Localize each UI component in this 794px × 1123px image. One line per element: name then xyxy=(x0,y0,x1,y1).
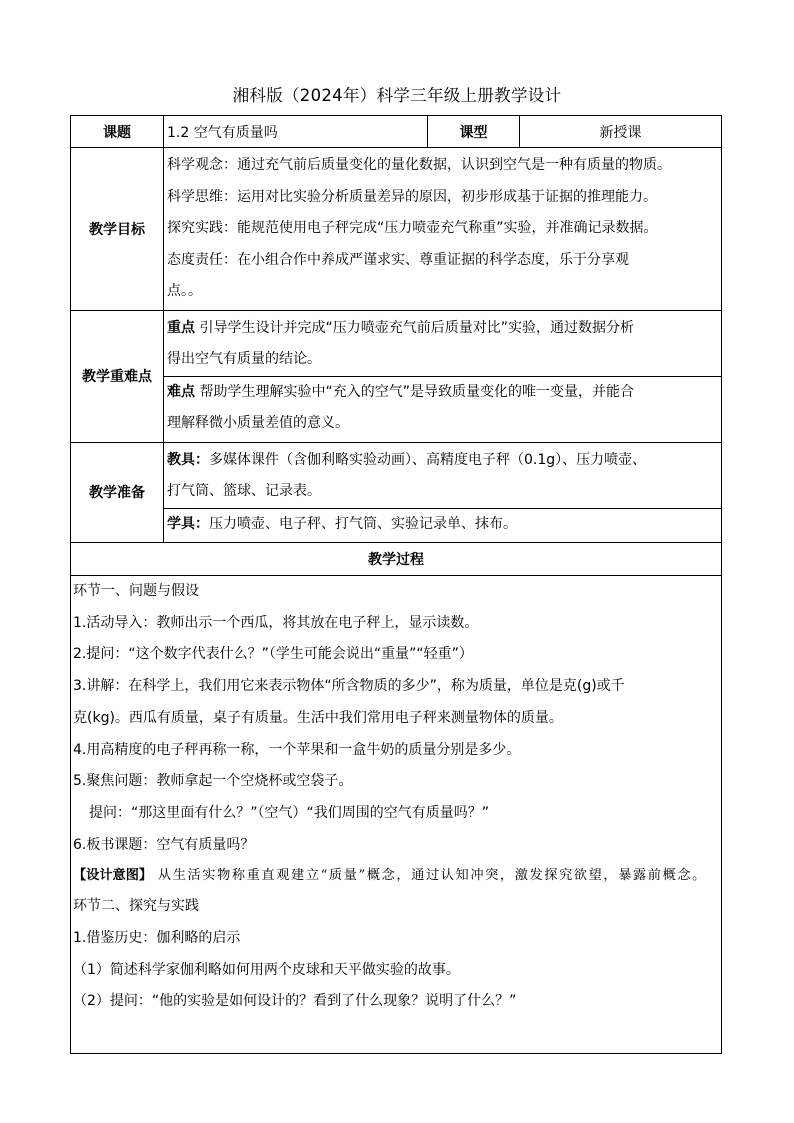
objectives-label: 教学目标 xyxy=(71,148,164,311)
objective-line: 科学思维：运用对比实验分析质量差异的原因，初步形成基于证据的推理能力。 xyxy=(167,188,657,205)
process-content xyxy=(71,576,722,1054)
teacher-tools-line xyxy=(167,445,718,477)
process-step: 1.活动导入：教师出示一个西瓜，将其放在电子秤上，显示读数。 xyxy=(73,614,479,631)
process-step-continued: 克(kg)。西瓜有质量，桌子有质量。生活中我们常用电子秤来测量物体的质量。 xyxy=(73,709,563,726)
teacher-tools-tag: 教具： xyxy=(167,451,209,468)
key-points-label: 教学重难点 xyxy=(71,310,164,442)
process-step: 4.用高精度的电子秤再称一称，一个苹果和一盒牛奶的质量分别是多少。 xyxy=(73,741,521,758)
objective-line: 科学观念：通过充气前后质量变化的量化数据，认识到空气是一种有质量的物质。 xyxy=(167,157,671,173)
section-title: 环节一、问题与假设 xyxy=(73,583,199,599)
objective-line: 点。。 xyxy=(167,283,202,299)
process-step: 1.借鉴历史：伽利略的启示 xyxy=(73,930,241,947)
lesson-value: 1.2 空气有质量吗 xyxy=(164,116,428,148)
preparation-content xyxy=(164,442,722,543)
type-label: 课型 xyxy=(428,116,520,148)
difficulty-line-2: 理解释微小质量差值的意义。 xyxy=(167,415,349,431)
focus-line-2: 得出空气有质量的结论。 xyxy=(167,351,321,367)
process-step: 5.聚焦问题：教师拿起一个空烧杯或空袋子。 xyxy=(73,773,353,790)
focus-line xyxy=(167,313,718,345)
process-row xyxy=(71,576,722,1054)
difficulty-line xyxy=(167,377,718,409)
difficulty-text: 帮助学生理解实验中“充入的空气”是导致质量变化的唯一变量，并能合 xyxy=(195,383,634,400)
key-points-content xyxy=(164,310,722,442)
process-substep: （2）提问：“他的实验是如何设计的？看到了什么现象？说明了什么？” xyxy=(73,993,517,1010)
type-value: 新授课 xyxy=(520,116,722,148)
design-intent xyxy=(73,861,721,891)
preparation-row xyxy=(71,442,722,543)
focus-tag: 重点 xyxy=(167,319,195,336)
design-intent-text: 从生活实物称重直观建立“质量”概念，通过认知冲突，激发探究欲望，暴露前概念。 xyxy=(152,868,707,884)
process-step: 3.讲解：在科学上，我们用它来表示物体“所含物质的多少”，称为质量，单位是克(g)或千 xyxy=(73,678,625,695)
design-intent-tag: 【设计意图】 xyxy=(73,868,153,884)
objectives-row xyxy=(71,148,722,311)
section-title: 环节二、探究与实践 xyxy=(73,898,199,915)
focus-text: 引导学生设计并完成“压力喷壶充气前后质量对比”实验，通过数据分析 xyxy=(195,319,634,336)
objective-line: 探究实践：能规范使用电子秤完成“压力喷壶充气称重”实验，并准确记录数据。 xyxy=(167,220,658,236)
process-step: 2.提问：“这个数字代表什么？”（学生可能会说出“重量”“轻重”） xyxy=(73,646,473,663)
process-substep: （1）简述科学家伽利略如何用两个皮球和天平做实验的故事。 xyxy=(73,961,460,978)
lesson-label: 课题 xyxy=(71,116,164,148)
student-tools-line xyxy=(167,509,718,541)
difficulty-tag: 难点 xyxy=(167,383,195,400)
preparation-label: 教学准备 xyxy=(71,442,164,543)
key-points-row xyxy=(71,310,722,442)
student-tools-text: 压力喷壶、电子秤、打气筒、实验记录单、抹布。 xyxy=(209,515,517,532)
objective-line: 态度责任：在小组合作中养成严谨求实、尊重证据的科学态度，乐于分享观 xyxy=(167,251,629,268)
teacher-tools-text: 多媒体课件（含伽利略实验动画）、高精度电子秤（0.1g）、压力喷壶、 xyxy=(209,451,647,468)
process-step: 6.板书课题：空气有质量吗？ xyxy=(73,836,255,853)
teacher-tools-line-2: 打气筒、篮球、记录表。 xyxy=(167,483,321,499)
header-row xyxy=(71,116,722,148)
document-title: 湘科版（2024年）科学三年级上册教学设计 xyxy=(232,86,562,105)
process-heading: 教学过程 xyxy=(71,543,722,576)
lesson-plan-table xyxy=(70,115,722,1054)
objectives-content xyxy=(164,148,722,311)
process-substep: 提问：“那这里面有什么？”（空气）“我们周围的空气有质量吗？” xyxy=(89,804,490,821)
process-heading-row xyxy=(71,543,722,576)
student-tools-tag: 学具： xyxy=(167,515,209,532)
